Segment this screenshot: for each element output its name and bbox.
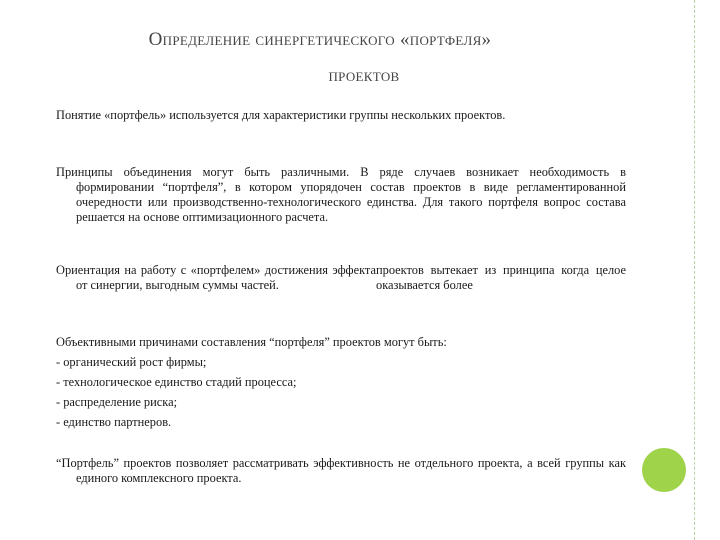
paragraph-synergy-right: проектов вытекает из принципа когда целое оказывается более	[376, 263, 626, 292]
reasons-intro: Объективными причинами составления “портфеля” проектов могут быть:	[56, 335, 447, 349]
paragraph-portfolio-concept: Понятие «портфель» используется для характеристики группы нескольких проектов.	[56, 108, 506, 122]
slide-title-line2: проектов	[328, 65, 400, 86]
list-item: - единство партнеров.	[56, 415, 172, 429]
reasons-list	[56, 332, 626, 432]
green-circle-decoration	[642, 448, 686, 492]
paragraph-synergy-left: Ориентация на работу с «портфелем» достижения эффекта от синергии, выгодным суммы частей.	[56, 263, 376, 292]
list-item: - технологическое единство стадий процесса;	[56, 375, 297, 389]
list-item: - органический рост фирмы;	[56, 355, 207, 369]
list-item: - распределение риска;	[56, 395, 178, 409]
paragraph-portfolio-efficiency: “Портфель” проектов позволяет рассматривать эффективность не отдельного проекта, а всей группы как единого комплексного проекта.	[56, 456, 626, 485]
slide-title-line1: Определение синергетического «портфеля»	[148, 29, 492, 50]
slide-title	[0, 22, 720, 94]
paragraph-combination-principles: Принципы объединения могут быть различными. В ряде случаев возникает необходимость в формировании “портфеля”, в котором упорядочен состав проектов в виде регламентированной очередности или производственно-технологического единства. Для такого портфеля вопрос состава решается на основе оптимизационного расчета.	[56, 165, 626, 224]
